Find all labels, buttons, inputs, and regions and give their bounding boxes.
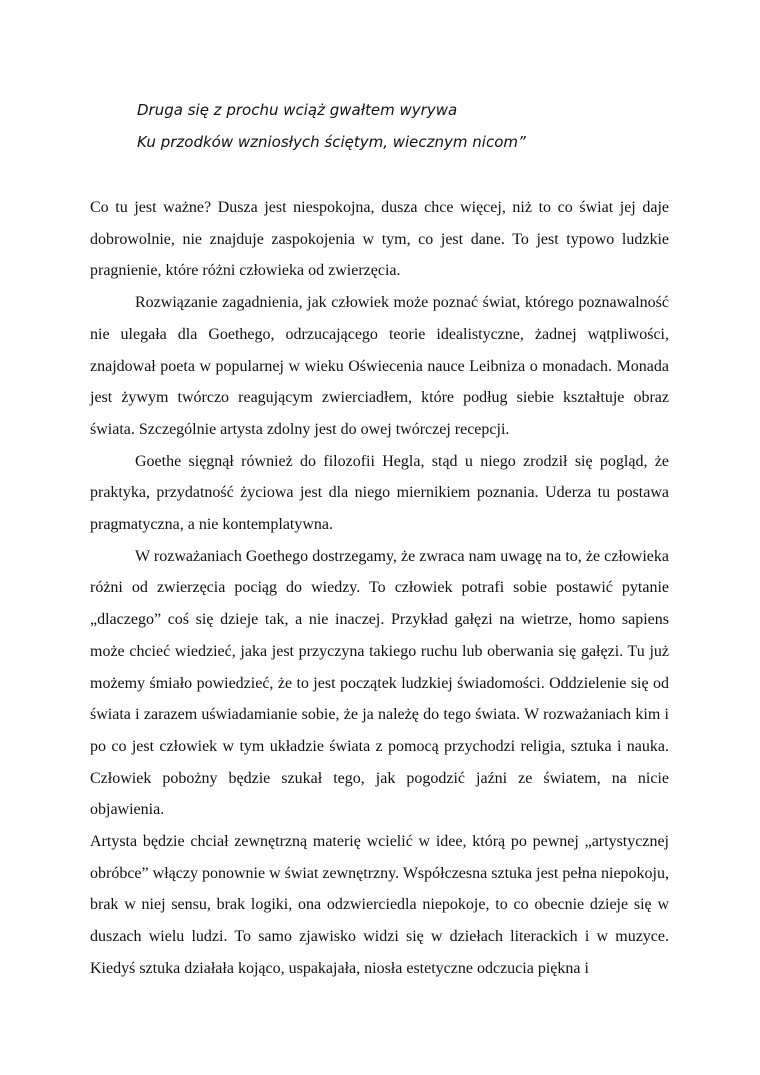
poem-line-1: Druga się z prochu wciąż gwałtem wyrywa bbox=[137, 101, 458, 119]
body-text bbox=[90, 192, 669, 985]
paragraph-2: Rozwiązanie zagadnienia, jak człowiek może poznać świat, którego poznawalność nie ulegała dla Goethego, odrzucającego teorie idealistyczne, żadnej wątpliwości, znajdował poeta w popularnej w wieku Oświecenia nauce Leibniza o monadach. Monada jest żywym twórczo reagującym zwierciadłem, które podług siebie kształtuje obraz świata. Szczególnie artysta zdolny jest do owej twórczej recepcji. bbox=[90, 294, 669, 438]
paragraph-1: Co tu jest ważne? Dusza jest niespokojna, dusza chce więcej, niż to co świat jej daje dobrowolnie, nie znajduje zaspokojenia w tym, co jest dane. To jest typowo ludzkie pragnienie, które różni człowieka od zwierzęcia. bbox=[90, 199, 669, 280]
paragraph-5: Artysta będzie chciał zewnętrzną materię wcielić w idee, którą po pewnej „artystycznej obróbce” włączy ponownie w świat zewnętrzny. Współczesna sztuka jest pełna niepokoju, brak w niej sensu, brak logiki, ona odzwierciedla niepokoje, to co obecnie dzieje się w duszach wielu ludzi. To samo zjawisko widzi się w dziełach literackich i w muzyce. Kiedyś sztuka działała kojąco, uspakajała, niosła estetyczne odczucia piękna i bbox=[90, 833, 669, 977]
poem-line-2: Ku przodków wzniosłych ściętym, wiecznym nicom” bbox=[137, 133, 526, 151]
poem-quote bbox=[137, 96, 697, 160]
paragraph-3: Goethe sięgnął również do filozofii Hegla, stąd u niego zrodził się pogląd, że praktyka, przydatność życiowa jest dla niego miernikiem poznania. Uderza tu postawa pragmatyczna, a nie kontemplatywna. bbox=[90, 452, 669, 534]
paragraph-4: W rozważaniach Goethego dostrzegamy, że zwraca nam uwagę na to, że człowieka różni od zwierzęcia pociąg do wiedzy. To człowiek potrafi sobie postawić pytanie „dlaczego” coś się dzieje tak, a nie inaczej. Przykład gałęzi na wietrze, homo sapiens może chcieć wiedzieć, jaka jest przyczyna takiego ruchu lub oberwania się gałęzi. Tu już możemy śmiało powiedzieć, że to jest początek ludzkiej świadomości. Oddzielenie się od świata i zarazem uświadamianie sobie, że ja należę do tego świata. W rozważaniach kim i po co jest człowiek w tym układzie świata z pomocą przychodzi religia, sztuka i nauka. Człowiek pobożny będzie szukał tego, jak pogodzić jaźni ze światem, na nicie objawienia. bbox=[90, 547, 669, 819]
